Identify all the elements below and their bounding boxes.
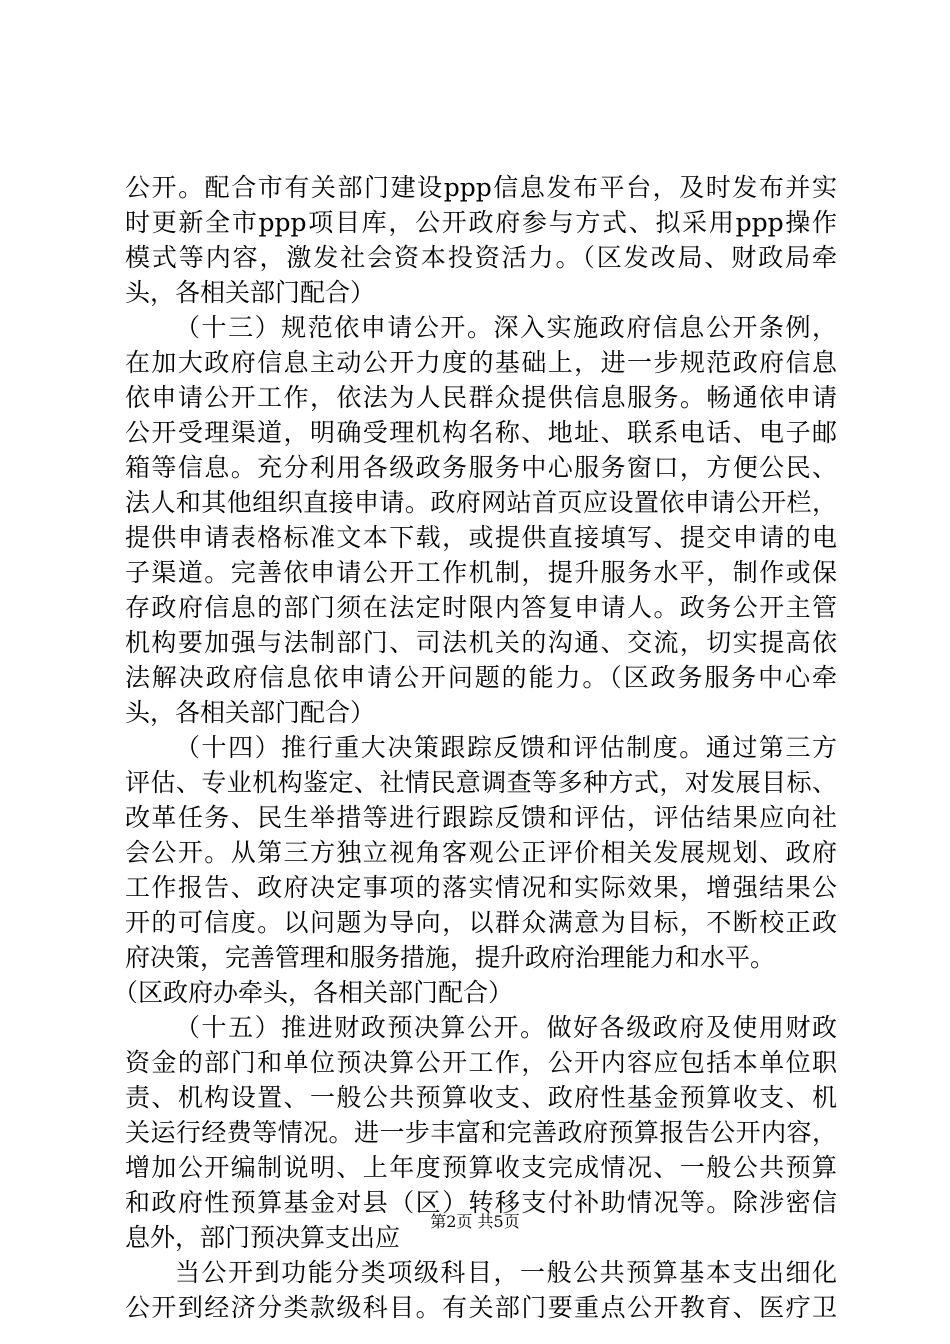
text-line: 资金的部门和单位预决算公开工作，公开内容应包括本单位职 — [125, 1048, 837, 1077]
text-line: 关运行经费等情况。进一步丰富和完善政府预算报告公开内容， — [125, 1118, 837, 1147]
text-line: 在加大政府信息主动公开力度的基础上，进一步规范政府信息 — [125, 348, 837, 377]
text-line: 存政府信息的部门须在法定时限内答复申请人。政务公开主管 — [125, 593, 837, 622]
text-line: 增加公开编制说明、上年度预算收支完成情况、一般公共预算 — [125, 1153, 837, 1182]
text-line: 箱等信息。充分利用各级政务服务中心服务窗口，方便公民、 — [125, 453, 837, 482]
text-line: 公开受理渠道，明确受理机构名称、地址、联系电话、电子邮 — [125, 418, 837, 447]
text-line: 依申请公开工作，依法为人民群众提供信息服务。畅通依申请 — [125, 383, 837, 412]
text-line: 府决策，完善管理和服务措施，提升政府治理能力和水平。 — [125, 943, 776, 972]
text-line: 法人和其他组织直接申请。政府网站首页应设置依申请公开栏， — [125, 488, 837, 517]
paragraph-heading-line: （十三）规范依申请公开。深入实施政府信息公开条例， — [175, 313, 837, 342]
text-line: 头，各相关部门配合） — [125, 698, 376, 727]
text-line: 息外，部门预决算支出应 — [125, 1223, 401, 1252]
text-line: 公开。配合市有关部门建设ppp信息发布平台，及时发布并实 — [125, 173, 837, 202]
paragraph-first-line: 当公开到功能分类项级科目，一般公共预算基本支出细化 — [175, 1258, 837, 1287]
text-line: 评估、专业机构鉴定、社情民意调查等多种方式，对发展目标、 — [125, 768, 837, 797]
text-line: 公开到经济分类款级科目。有关部门要重点公开教育、医疗卫 — [125, 1293, 837, 1322]
text-line: 和政府性预算基金对县（区）转移支付补助情况等。除涉密信 — [125, 1188, 837, 1217]
text-line: 会公开。从第三方独立视角客观公正评价相关发展规划、政府 — [125, 838, 837, 867]
text-line: 法解决政府信息依申请公开问题的能力。（区政务服务中心牵 — [125, 663, 837, 692]
text-line: 时更新全市ppp项目库，公开政府参与方式、拟采用ppp操作 — [125, 208, 837, 237]
page-number-label: 第2页 共5页 — [430, 1212, 520, 1231]
text-line: 机构要加强与法制部门、司法机关的沟通、交流，切实提高依 — [125, 628, 837, 657]
document-body — [113, 170, 837, 1325]
text-line: 改革任务、民生举措等进行跟踪反馈和评估，评估结果应向社 — [125, 803, 837, 832]
text-line: 提供申请表格标准文本下载，或提供直接填写、提交申请的电 — [125, 523, 837, 552]
text-line: 子渠道。完善依申请公开工作机制，提升服务水平，制作或保 — [125, 558, 837, 587]
text-line: 模式等内容，激发社会资本投资活力。（区发改局、财政局牵 — [125, 243, 837, 272]
text-line: 工作报告、政府决定事项的落实情况和实际效果，增强结果公 — [125, 873, 837, 902]
text-line: 头，各相关部门配合） — [125, 278, 376, 307]
text-line: 责、机构设置、一般公共预算收支、政府性基金预算收支、机 — [125, 1083, 837, 1112]
paragraph-heading-line: （十四）推行重大决策跟踪反馈和评估制度。通过第三方 — [175, 733, 837, 762]
page-footer — [0, 1212, 950, 1232]
text-line: 开的可信度。以问题为导向，以群众满意为目标，不断校正政 — [125, 908, 837, 937]
paragraph-heading-line: （十五）推进财政预决算公开。做好各级政府及使用财政 — [175, 1013, 837, 1042]
text-line: （区政府办牵头，各相关部门配合） — [113, 978, 514, 1007]
